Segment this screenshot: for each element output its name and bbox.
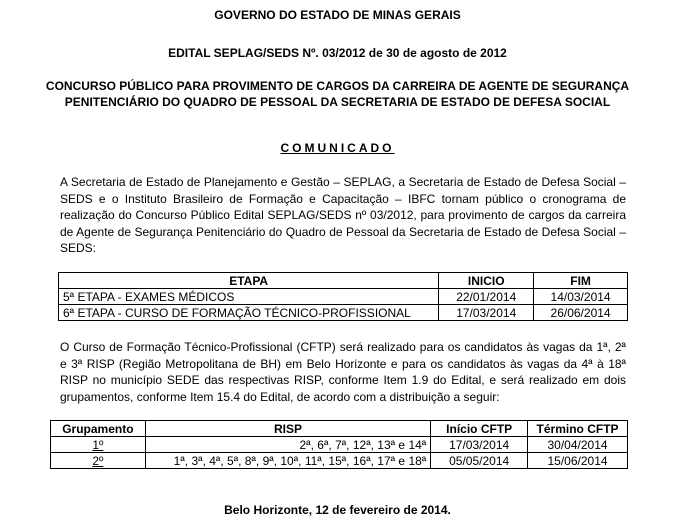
- column-header-termino-cftp: Término CFTP: [528, 421, 628, 437]
- concurso-heading-line1: CONCURSO PÚBLICO PARA PROVIMENTO DE CARGOS DA CARREIRA DE AGENTE DE SEGURANÇA: [45, 79, 630, 93]
- inicio-cftp-cell: 17/03/2014: [431, 437, 528, 453]
- table-row: [59, 305, 628, 321]
- concurso-heading: [0, 78, 675, 110]
- inicio-cell: 22/01/2014: [439, 289, 534, 305]
- inicio-cell: 17/03/2014: [439, 305, 534, 321]
- column-header-etapa: ETAPA: [59, 273, 439, 289]
- column-header-inicio-cftp: Início CFTP: [431, 421, 528, 437]
- grupamento-cell: 2º: [51, 453, 146, 469]
- termino-cftp-cell: 30/04/2014: [528, 437, 628, 453]
- table-header-row: [51, 421, 628, 437]
- column-header-grupamento: Grupamento: [51, 421, 146, 437]
- risp-cell: 2ª, 6ª, 7ª, 12ª, 13ª e 14ª: [145, 437, 430, 453]
- inicio-cftp-cell: 05/05/2014: [431, 453, 528, 469]
- risp-cell: 1ª, 3ª, 4ª, 5ª, 8ª, 9ª, 10ª, 11ª, 15ª, 16ª, 17ª e 18ª: [145, 453, 430, 469]
- column-header-fim: FIM: [534, 273, 628, 289]
- grupamento-cell: 1º: [51, 437, 146, 453]
- footer-date: Belo Horizonte, 12 de fevereiro de 2014.: [224, 503, 451, 517]
- fim-cell: 14/03/2014: [534, 289, 628, 305]
- table-row: [51, 453, 628, 469]
- termino-cftp-cell: 15/06/2014: [528, 453, 628, 469]
- document-title: COMUNICADO: [280, 141, 395, 155]
- etapa-cell: 6ª ETAPA - CURSO DE FORMAÇÃO TÉCNICO-PROFISSIONAL: [59, 305, 439, 321]
- etapa-cell: 5ª ETAPA - EXAMES MÉDICOS: [59, 289, 439, 305]
- fim-cell: 26/06/2014: [534, 305, 628, 321]
- intro-paragraph: A Secretaria de Estado de Planejamento e Gestão – SEPLAG, a Secretaria de Estado de Defesa Social – SEDS e o Instituto Brasileiro de Formação e Capacitação – IBFC tornam público o cronograma de realização do Concurso Público Edital SEPLAG/SEDS nº 03/2012, para provimento de cargos da carreira de Agente de Segurança Penitenciário do Quadro de Pessoal da Secretaria de Estado de Defesa Social – SEDS:: [60, 175, 626, 255]
- grupamento-table: [50, 420, 628, 469]
- schedule-table: [58, 272, 628, 321]
- table-row: [51, 437, 628, 453]
- government-heading: GOVERNO DO ESTADO DE MINAS GERAIS: [214, 8, 461, 22]
- table-header-row: [59, 273, 628, 289]
- concurso-heading-line2: PENITENCIÁRIO DO QUADRO DE PESSOAL DA SECRETARIA DE ESTADO DE DEFESA SOCIAL: [64, 95, 611, 109]
- cftp-paragraph: O Curso de Formação Técnico-Profissional (CFTP) será realizado para os candidatos às vagas da 1ª, 2ª e 3ª RISP (Região Metropolitana de BH) em Belo Horizonte e para os candidatos às vagas da 4ª à 18ª RISP no município SEDE das respectivas RISP, conforme Item 1.9 do Edital, e será realizado em dois grupamentos, conforme Item 15.4 do Edital, de acordo com a distribuição a seguir:: [60, 340, 626, 404]
- column-header-risp: RISP: [145, 421, 430, 437]
- column-header-inicio: INICIO: [439, 273, 534, 289]
- edital-heading: EDITAL SEPLAG/SEDS Nº. 03/2012 de 30 de agosto de 2012: [168, 46, 507, 60]
- table-row: [59, 289, 628, 305]
